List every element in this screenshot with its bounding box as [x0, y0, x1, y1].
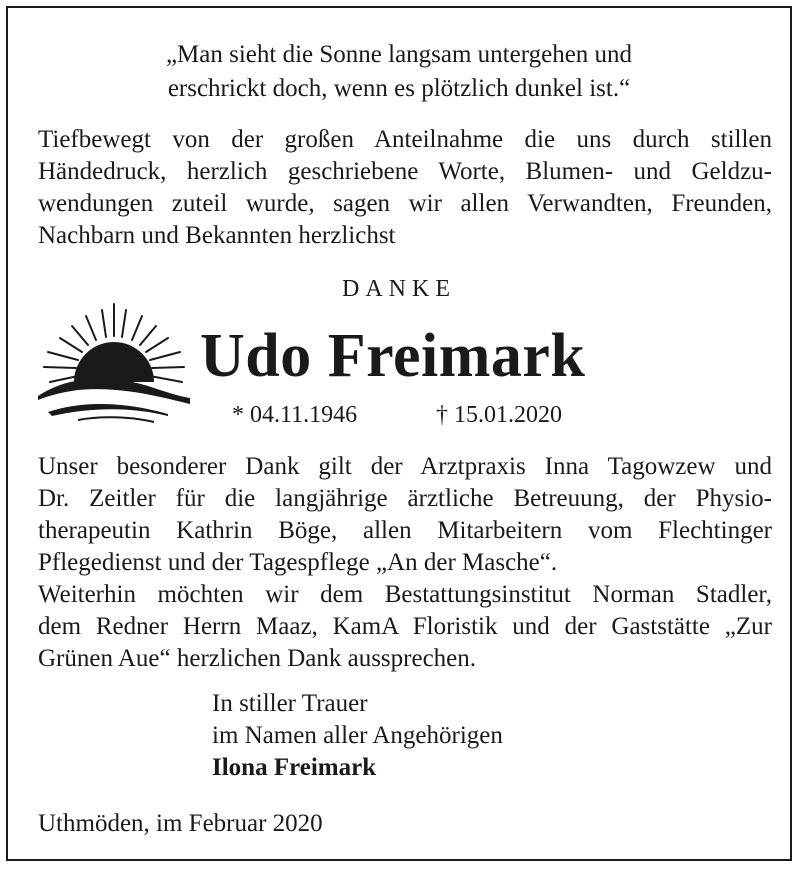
- signature-line-1: In stiller Trauer: [212, 690, 368, 717]
- obituary-notice: [6, 6, 792, 861]
- signature-name: Ilona Freimark: [212, 754, 377, 781]
- thanks-line: Dr. Zeitler für die langjährige ärztliche Betreuung, der Physio-: [38, 485, 772, 512]
- intro-line: wendungen zuteil wurde, sagen wir allen Verwandten, Freunden,: [38, 190, 772, 217]
- thanks-line: dem Redner Herrn Maaz, KamA Floristik und der Gaststätte „Zur: [38, 613, 772, 640]
- signature-line-2: im Namen aller Angehörigen: [212, 722, 503, 749]
- quote-line-2: erschrickt doch, wenn es plötzlich dunkel ist.“: [167, 75, 631, 102]
- deceased-name: Udo Freimark: [200, 322, 586, 390]
- intro-line: Händedruck, herzlich geschriebene Worte, Blumen- und Geldzu-: [38, 158, 772, 185]
- thanks-line: therapeutin Kathrin Böge, allen Mitarbeitern vom Flechtinger: [38, 517, 772, 544]
- thanks-line: Unser besonderer Dank gilt der Arztpraxis Inna Tagowzew und: [38, 453, 772, 480]
- thanks-line: Grünen Aue“ herzlichen Dank aussprechen.: [38, 645, 477, 672]
- thanks-line: Pflegedienst und der Tagespflege „An der Masche“.: [38, 549, 558, 576]
- quote-line-1: „Man sieht die Sonne langsam untergehen und: [165, 41, 633, 68]
- thanks-paragraph: [38, 451, 772, 675]
- thanks-line: Weiterhin möchten wir dem Bestattungsinstitut Norman Stadler,: [38, 581, 772, 608]
- danke-heading: DANKE: [342, 276, 456, 302]
- signature-block: [212, 688, 503, 784]
- sunset-over-hills-icon: [38, 300, 190, 426]
- birth-date: * 04.11.1946: [232, 402, 358, 428]
- intro-line: Nachbarn und Bekannten herzlichst: [38, 222, 396, 249]
- intro-paragraph: [38, 124, 772, 252]
- place-date: Uthmöden, im Februar 2020: [38, 810, 323, 837]
- quote: [8, 38, 790, 106]
- intro-line: Tiefbewegt von der großen Anteilnahme die uns durch stillen: [38, 126, 772, 153]
- death-date: † 15.01.2020: [436, 402, 562, 428]
